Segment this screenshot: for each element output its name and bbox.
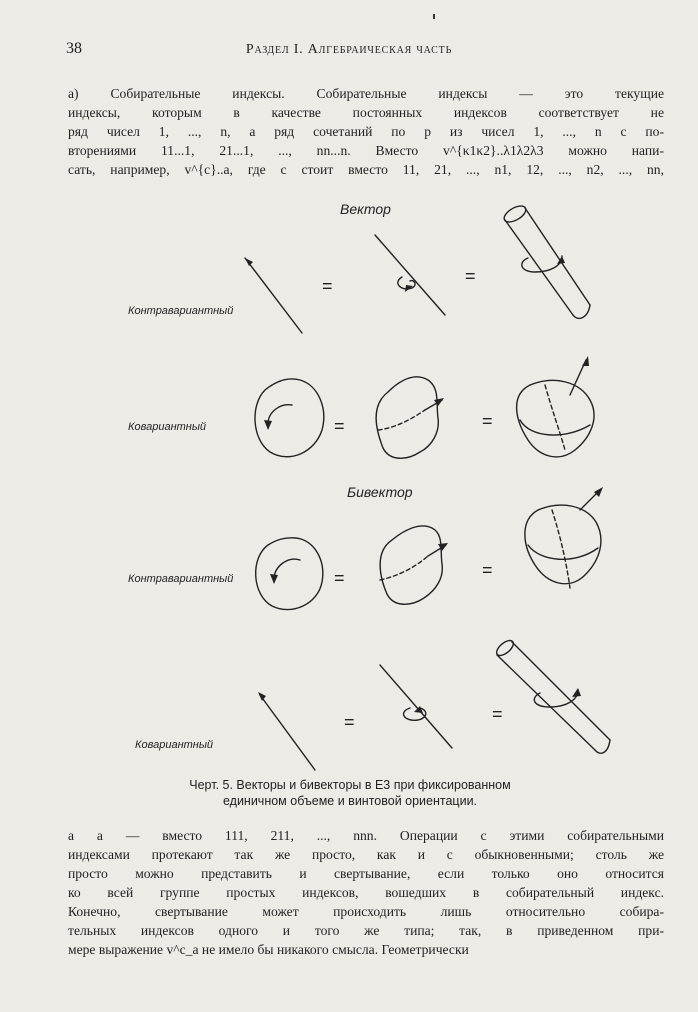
page-number: 38 [66, 40, 82, 57]
equals-sign: = [344, 712, 355, 732]
covariant-bivector-tube [494, 638, 610, 753]
label-covariant-vector: Ковариантный [128, 421, 207, 433]
text-line: а a — вместо 111, 211, ..., nnn. Операции с этими собирательными [68, 828, 664, 843]
caption-line: Черт. 5. Векторы и бивекторы в E3 при фиксированном [189, 778, 511, 792]
contravariant-bivector-blob-3d [525, 487, 603, 588]
contravariant-bivector-surface [380, 526, 448, 604]
covariant-bivector-screw [380, 665, 452, 748]
covariant-vector-loop [255, 379, 324, 457]
text-line: Конечно, свертывание может происходить лишь относительно собира- [68, 904, 664, 919]
covariant-vector-blob-3d [517, 356, 594, 457]
text-line: вторениями 11...1, 21...1, ..., nn...n. Вместо v^{κ1κ2}..λ1λ2λ3 можно напи- [68, 143, 664, 158]
text-line: просто можно представить и свертывание, если только оно относится [68, 866, 664, 881]
equals-sign: = [334, 416, 345, 436]
text-line: индексы, которым в качестве постоянных индексов соответствует не [68, 105, 664, 120]
running-title: Раздел I. Алгебраическая часть [245, 42, 453, 57]
text-line: а) Собирательные индексы. Собирательные индексы — это текущие [68, 86, 664, 101]
text-line: тельных индексов одного и того же типа; так, в приведенном при- [68, 923, 664, 938]
figure-header-bivector: Бивектор [347, 484, 413, 500]
equals-sign: = [482, 411, 493, 431]
contravariant-vector-screw [375, 235, 445, 315]
label-contravariant-bivector: Контравариантный [128, 573, 234, 585]
caption-line: единичном объеме и винтовой ориентации. [222, 794, 478, 808]
equals-sign: = [334, 568, 345, 588]
text-line: индексами протекают так же просто, как и с обыкновенными; столь же [68, 847, 664, 862]
contravariant-bivector-loop [256, 538, 323, 610]
text-line: ко всей группе простых индексов, вошедших в собирательный индекс. [68, 885, 664, 900]
equals-sign: = [482, 560, 493, 580]
figure-caption [100, 777, 600, 809]
paragraph-operations [68, 826, 664, 959]
label-contravariant-vector: Контравариантный [128, 305, 234, 317]
contravariant-vector-arrow [245, 258, 302, 333]
equals-sign: = [322, 276, 333, 296]
text-line: мере выражение v^c_a не имело бы никакого смысла. Геометрически [68, 942, 469, 957]
contravariant-vector-tube [502, 203, 590, 319]
covariant-vector-surface [376, 377, 444, 458]
figure-header-vector: Вектор [340, 201, 391, 217]
text-line: сать, например, v^{c}..a, где c стоит вместо 11, 21, ..., n1, 12, ..., n2, ..., nn, [68, 162, 664, 177]
label-covariant-bivector: Ковариантный [135, 739, 214, 751]
text-line: ряд чисел 1, ..., n, а ряд сочетаний по p из чисел 1, ..., n с по- [68, 124, 664, 139]
covariant-bivector-arrow [258, 692, 315, 770]
equals-sign: = [492, 704, 503, 724]
equals-sign: = [465, 266, 476, 286]
